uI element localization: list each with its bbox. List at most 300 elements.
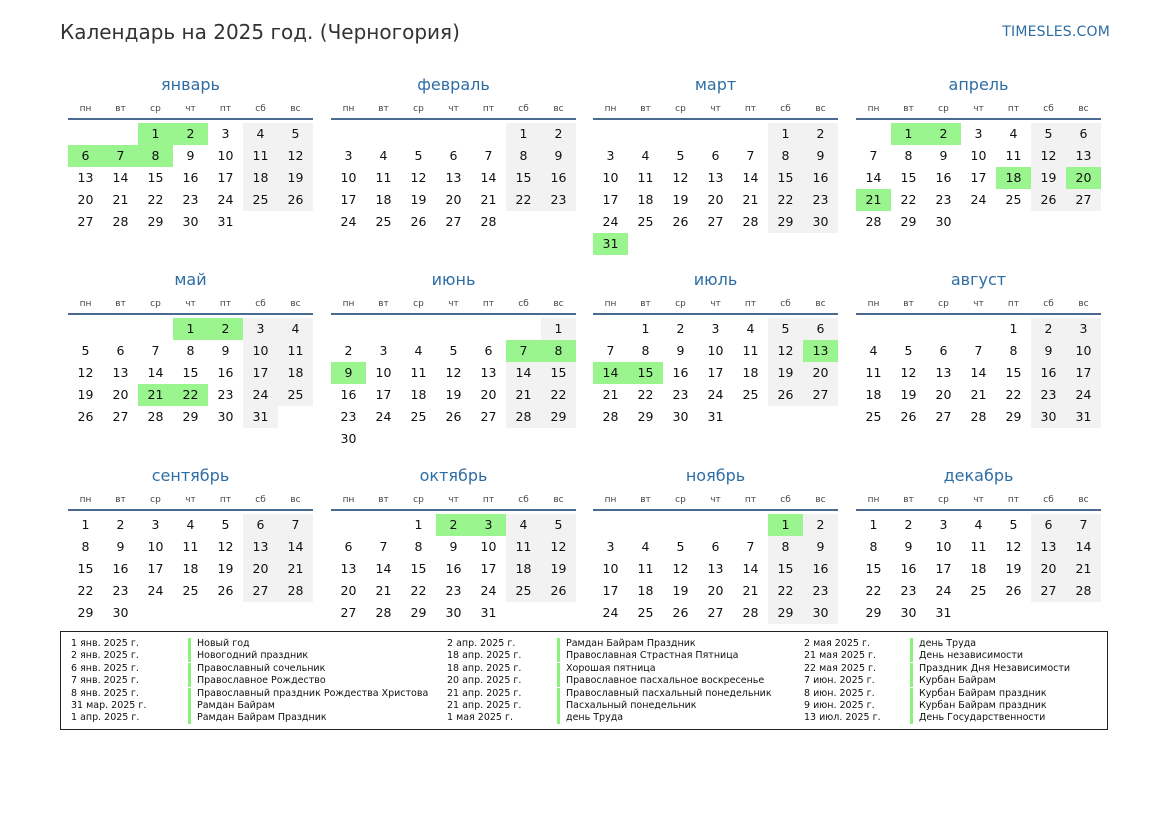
weekday-header [593, 295, 838, 315]
day: 7 [746, 539, 755, 554]
day: 4 [641, 539, 650, 554]
month-7 [593, 269, 838, 428]
empty-cell [961, 318, 996, 340]
legend-holiday-name: Новый год [188, 638, 250, 650]
empty-cell [698, 123, 733, 145]
weekend-day: 18 [243, 167, 278, 189]
day: 14 [970, 365, 987, 380]
day: 27 [77, 214, 94, 229]
empty-cell [506, 318, 541, 340]
day: 24 [217, 192, 234, 207]
day: 21 [742, 583, 759, 598]
month-name: июль [693, 270, 738, 289]
month-name: февраль [417, 75, 490, 94]
day: 19 [410, 192, 427, 207]
legend-row [804, 650, 1164, 662]
holiday-day: 2 [208, 318, 243, 340]
day: 8 [1009, 343, 1018, 358]
weekday-header [68, 100, 313, 120]
day: 29 [410, 605, 427, 620]
day: 28 [480, 214, 497, 229]
holiday-day: 6 [68, 145, 103, 167]
day: 22 [410, 583, 427, 598]
empty-cell [138, 318, 173, 340]
legend-holiday-name: день Труда [910, 638, 976, 650]
holiday-day: 18 [996, 167, 1031, 189]
day: 21 [480, 192, 497, 207]
holiday-day: 3 [471, 514, 506, 536]
weekend-day: 30 [1031, 406, 1066, 428]
legend-holiday-name: Курбан Байрам праздник [910, 700, 1047, 712]
day: 16 [340, 387, 357, 402]
holiday-day: 7 [506, 340, 541, 362]
empty-cell [856, 318, 891, 340]
weekday-label: вс [1078, 104, 1089, 114]
empty-cell [331, 123, 366, 145]
weekend-day: 5 [541, 514, 576, 536]
day: 11 [970, 539, 987, 554]
day: 11 [375, 170, 392, 185]
day: 7 [379, 539, 388, 554]
weekday-label: сб [780, 299, 791, 309]
weekday-label: ср [150, 495, 161, 505]
empty-cell [436, 318, 471, 340]
day: 13 [340, 561, 357, 576]
day: 24 [480, 583, 497, 598]
day: 15 [1005, 365, 1022, 380]
weekday-label: пт [744, 299, 757, 309]
holiday-day: 20 [1066, 167, 1101, 189]
day: 22 [1005, 387, 1022, 402]
month-name: май [174, 270, 207, 289]
day: 23 [445, 583, 462, 598]
day: 1 [414, 517, 423, 532]
legend-date: 6 янв. 2025 г. [71, 662, 139, 674]
legend-date: 13 июл. 2025 г. [804, 712, 881, 724]
weekday-label: чт [448, 104, 459, 114]
day: 11 [742, 343, 759, 358]
weekend-day: 8 [506, 145, 541, 167]
weekday-label: чт [185, 495, 196, 505]
weekday-label: вт [903, 495, 914, 505]
weekday-label: вт [115, 495, 126, 505]
empty-cell [401, 318, 436, 340]
day: 9 [939, 148, 948, 163]
weekend-day: 26 [541, 580, 576, 602]
day: 12 [672, 561, 689, 576]
day: 18 [182, 561, 199, 576]
legend-date: 7 июн. 2025 г. [804, 675, 875, 687]
weekend-day: 19 [768, 362, 803, 384]
weekend-day: 15 [541, 362, 576, 384]
weekend-day: 19 [1031, 167, 1066, 189]
legend-row [71, 712, 431, 724]
day: 5 [904, 343, 913, 358]
weekday-label: пт [219, 495, 232, 505]
day: 27 [340, 605, 357, 620]
weekend-day: 31 [1066, 406, 1101, 428]
day: 13 [707, 561, 724, 576]
month-name: август [950, 270, 1007, 289]
month-6 [331, 269, 576, 450]
weekend-day: 26 [1031, 189, 1066, 211]
month-name: апрель [948, 75, 1009, 94]
legend-column-3 [804, 638, 1164, 725]
holiday-day: 1 [138, 123, 173, 145]
day: 11 [637, 170, 654, 185]
day: 30 [112, 605, 129, 620]
legend-holiday-name: Православный праздник Рождества Христова [188, 688, 428, 700]
day: 25 [182, 583, 199, 598]
day: 21 [602, 387, 619, 402]
day: 28 [742, 605, 759, 620]
day: 20 [935, 387, 952, 402]
weekday-label: ср [675, 299, 686, 309]
weekend-day: 29 [541, 406, 576, 428]
weekday-label: чт [710, 104, 721, 114]
day-grid [856, 514, 1101, 624]
day: 2 [344, 343, 353, 358]
weekend-day: 17 [243, 362, 278, 384]
day: 11 [1005, 148, 1022, 163]
day: 7 [746, 148, 755, 163]
legend-row [71, 675, 431, 687]
legend-date: 21 апр. 2025 г. [447, 699, 522, 711]
day: 20 [707, 583, 724, 598]
weekend-day: 13 [1066, 145, 1101, 167]
weekend-day: 13 [1031, 536, 1066, 558]
day: 3 [939, 517, 948, 532]
day: 17 [707, 365, 724, 380]
weekend-day: 24 [243, 384, 278, 406]
day: 14 [865, 170, 882, 185]
weekday-label: вс [553, 104, 564, 114]
empty-cell [331, 318, 366, 340]
legend-date: 2 апр. 2025 г. [447, 638, 516, 649]
day: 14 [112, 170, 129, 185]
day: 6 [116, 343, 125, 358]
legend-date: 8 июн. 2025 г. [804, 687, 875, 699]
weekday-label: вс [553, 495, 564, 505]
legend-row [447, 688, 807, 700]
weekend-day: 27 [1031, 580, 1066, 602]
day: 25 [1005, 192, 1022, 207]
weekend-day: 20 [243, 558, 278, 580]
empty-cell [593, 514, 628, 536]
legend-row [804, 700, 1164, 712]
weekday-label: сб [255, 299, 266, 309]
day: 2 [116, 517, 125, 532]
holiday-day: 21 [856, 189, 891, 211]
day-grid [856, 318, 1101, 428]
weekend-day: 12 [278, 145, 313, 167]
month-10 [331, 465, 576, 624]
day: 28 [970, 409, 987, 424]
day: 28 [602, 409, 619, 424]
month-name: сентябрь [151, 466, 230, 485]
holiday-day: 8 [138, 145, 173, 167]
day: 26 [672, 605, 689, 620]
weekend-day: 9 [1031, 340, 1066, 362]
page-title: Календарь на 2025 год. (Черногория) [60, 20, 460, 44]
weekday-header [856, 100, 1101, 120]
weekend-day: 21 [278, 558, 313, 580]
day: 14 [742, 170, 759, 185]
day: 16 [217, 365, 234, 380]
weekday-label: сб [780, 495, 791, 505]
weekend-day: 24 [1066, 384, 1101, 406]
weekday-label: ср [938, 299, 949, 309]
weekend-day: 16 [803, 558, 838, 580]
day: 1 [81, 517, 90, 532]
weekday-label: вт [903, 299, 914, 309]
weekend-day: 27 [1066, 189, 1101, 211]
weekday-header [68, 491, 313, 511]
day: 13 [77, 170, 94, 185]
day: 22 [637, 387, 654, 402]
legend-date: 7 янв. 2025 г. [71, 675, 139, 687]
day-grid [331, 514, 576, 624]
weekend-day: 11 [506, 536, 541, 558]
holiday-legend [60, 631, 1108, 730]
day: 21 [742, 192, 759, 207]
day: 7 [606, 343, 615, 358]
legend-row [71, 638, 431, 650]
weekend-day: 4 [243, 123, 278, 145]
day: 14 [147, 365, 164, 380]
empty-cell [436, 123, 471, 145]
day: 19 [900, 387, 917, 402]
empty-cell [366, 123, 401, 145]
empty-cell [103, 123, 138, 145]
empty-cell [68, 123, 103, 145]
weekend-day: 23 [803, 580, 838, 602]
day: 8 [414, 539, 423, 554]
day: 16 [445, 561, 462, 576]
day: 18 [970, 561, 987, 576]
weekday-label: чт [710, 299, 721, 309]
day: 15 [865, 561, 882, 576]
day: 8 [904, 148, 913, 163]
day: 28 [742, 214, 759, 229]
day: 10 [707, 343, 724, 358]
legend-holiday-name: Хорошая пятница [557, 663, 656, 675]
weekday-label: пт [219, 299, 232, 309]
legend-holiday-name: Православное Рождество [188, 675, 326, 687]
day: 8 [641, 343, 650, 358]
weekend-day: 28 [278, 580, 313, 602]
legend-row [447, 712, 807, 724]
weekend-day: 12 [768, 340, 803, 362]
weekend-day: 23 [1031, 384, 1066, 406]
weekend-day: 1 [768, 123, 803, 145]
day: 24 [340, 214, 357, 229]
weekend-day: 30 [803, 602, 838, 624]
day: 23 [182, 192, 199, 207]
day: 20 [480, 387, 497, 402]
day: 18 [375, 192, 392, 207]
legend-holiday-name: Православный пасхальный понедельник [557, 688, 772, 700]
weekday-label: пн [604, 495, 617, 505]
weekday-label: пн [342, 104, 355, 114]
weekend-day: 14 [506, 362, 541, 384]
day: 2 [676, 321, 685, 336]
weekend-day: 15 [768, 167, 803, 189]
weekend-day: 19 [541, 558, 576, 580]
empty-cell [471, 123, 506, 145]
brand-link[interactable]: TIMESLES.COM [1002, 24, 1110, 40]
legend-holiday-name: Новогодний праздник [188, 650, 308, 662]
day: 29 [147, 214, 164, 229]
legend-holiday-name: Рамдан Байрам Праздник [557, 638, 696, 650]
weekday-label: пт [482, 495, 495, 505]
weekend-day: 20 [803, 362, 838, 384]
day: 20 [707, 192, 724, 207]
holiday-day: 13 [803, 340, 838, 362]
weekday-header [331, 491, 576, 511]
holiday-day: 2 [926, 123, 961, 145]
weekday-label: сб [780, 104, 791, 114]
day: 23 [112, 583, 129, 598]
legend-column-2 [447, 638, 807, 725]
day: 24 [602, 214, 619, 229]
weekday-label: пн [604, 104, 617, 114]
day: 30 [217, 409, 234, 424]
legend-date: 21 апр. 2025 г. [447, 687, 522, 699]
weekday-label: вс [815, 104, 826, 114]
legend-holiday-name: день Труда [557, 712, 623, 724]
day: 26 [445, 409, 462, 424]
day: 17 [217, 170, 234, 185]
weekday-label: пн [342, 495, 355, 505]
day: 17 [340, 192, 357, 207]
day: 12 [1005, 539, 1022, 554]
weekday-label: вт [378, 495, 389, 505]
legend-date: 21 мая 2025 г. [804, 650, 877, 662]
legend-row [71, 688, 431, 700]
day: 6 [939, 343, 948, 358]
day: 24 [602, 605, 619, 620]
day: 3 [221, 126, 230, 141]
weekend-day: 13 [243, 536, 278, 558]
weekend-day: 9 [803, 145, 838, 167]
weekday-label: пт [1007, 495, 1020, 505]
weekend-day: 18 [278, 362, 313, 384]
day: 5 [449, 343, 458, 358]
empty-cell [593, 123, 628, 145]
weekday-label: сб [1043, 299, 1054, 309]
weekend-day: 4 [278, 318, 313, 340]
day: 16 [672, 365, 689, 380]
empty-cell [891, 318, 926, 340]
day: 17 [970, 170, 987, 185]
weekend-day: 18 [506, 558, 541, 580]
day: 11 [410, 365, 427, 380]
weekday-label: вт [115, 104, 126, 114]
weekend-day: 12 [541, 536, 576, 558]
day: 30 [182, 214, 199, 229]
day-grid [593, 514, 838, 624]
day: 29 [865, 605, 882, 620]
day: 10 [602, 170, 619, 185]
day: 4 [379, 148, 388, 163]
legend-holiday-name: Рамдан Байрам [188, 700, 275, 712]
day: 20 [112, 387, 129, 402]
weekday-label: пн [867, 299, 880, 309]
day: 1 [869, 517, 878, 532]
day: 12 [900, 365, 917, 380]
legend-holiday-name: Рамдан Байрам Праздник [188, 712, 327, 724]
day: 15 [77, 561, 94, 576]
day: 19 [77, 387, 94, 402]
day: 9 [676, 343, 685, 358]
legend-date: 18 апр. 2025 г. [447, 650, 522, 662]
weekday-label: чт [185, 104, 196, 114]
weekend-day: 25 [278, 384, 313, 406]
month-3 [593, 74, 838, 255]
weekend-day: 19 [278, 167, 313, 189]
weekday-label: вс [553, 299, 564, 309]
day: 3 [606, 148, 615, 163]
day: 28 [375, 605, 392, 620]
weekend-day: 14 [278, 536, 313, 558]
weekday-label: сб [255, 104, 266, 114]
weekday-label: вт [640, 104, 651, 114]
weekend-day: 16 [1031, 362, 1066, 384]
day: 10 [602, 561, 619, 576]
day: 23 [935, 192, 952, 207]
day: 2 [904, 517, 913, 532]
day: 8 [869, 539, 878, 554]
weekend-day: 22 [768, 580, 803, 602]
day: 13 [707, 170, 724, 185]
legend-row [447, 650, 807, 662]
empty-cell [628, 123, 663, 145]
day: 28 [147, 409, 164, 424]
day: 4 [414, 343, 423, 358]
holiday-day: 8 [541, 340, 576, 362]
legend-holiday-name: День Государственности [910, 712, 1045, 724]
empty-cell [628, 514, 663, 536]
day: 10 [340, 170, 357, 185]
holiday-day: 2 [436, 514, 471, 536]
day: 31 [935, 605, 952, 620]
weekend-day: 6 [1031, 514, 1066, 536]
weekday-label: вт [640, 299, 651, 309]
day: 22 [147, 192, 164, 207]
month-name: октябрь [419, 466, 488, 485]
empty-cell [366, 318, 401, 340]
day: 18 [637, 192, 654, 207]
weekend-day: 5 [278, 123, 313, 145]
day: 29 [182, 409, 199, 424]
weekend-day: 15 [768, 558, 803, 580]
empty-cell [68, 318, 103, 340]
day: 19 [1005, 561, 1022, 576]
day: 18 [410, 387, 427, 402]
weekday-label: вс [290, 495, 301, 505]
weekday-label: пт [1007, 299, 1020, 309]
legend-holiday-name: Православное пасхальное воскресенье [557, 675, 764, 687]
day: 17 [602, 192, 619, 207]
day: 4 [974, 517, 983, 532]
weekday-label: ср [675, 104, 686, 114]
day: 11 [182, 539, 199, 554]
day: 26 [900, 409, 917, 424]
month-5 [68, 269, 313, 428]
day: 23 [217, 387, 234, 402]
weekday-label: вт [115, 299, 126, 309]
